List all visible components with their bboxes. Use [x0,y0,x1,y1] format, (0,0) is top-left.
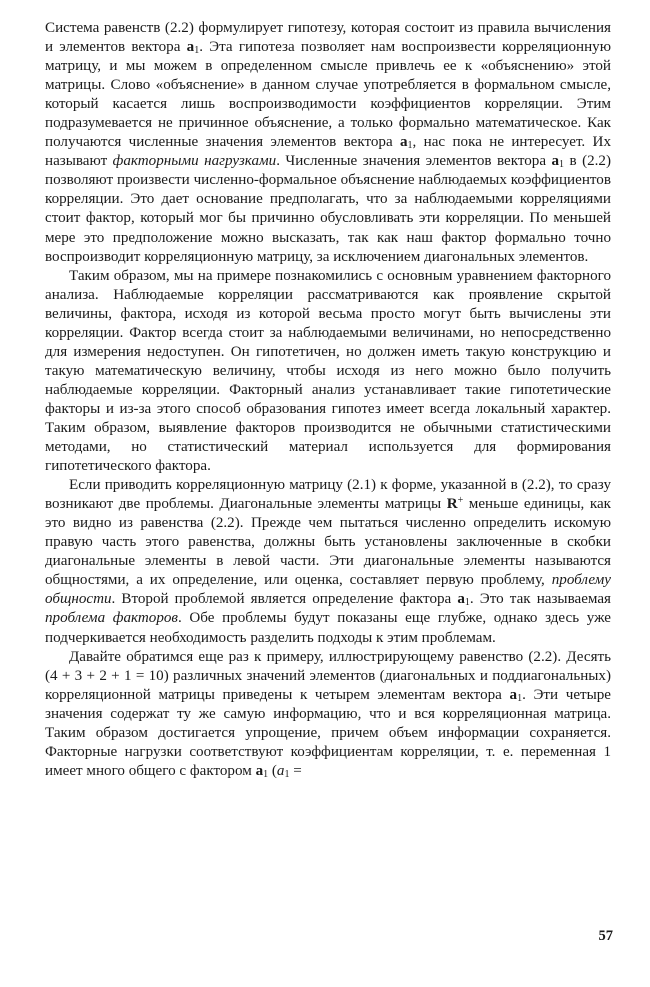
italic-term: проблему общности [45,572,611,608]
text-run: . Численные значения элементов вектора [276,153,552,170]
vector-subscript: 1 [407,140,413,152]
text-run: Если приводить корреляционную матрицу (2.1) к форме, указанной в (2.2), то сразу возникают две проблемы. Диагональные элементы матрицы [45,477,611,513]
text-run: , нас пока не интересует. Их называют [45,134,611,170]
page-text [45,19,611,781]
paragraph-1 [45,19,611,267]
text-run: Давайте обратимся еще раз к примеру, иллюстрирующему равенство (2.2). Десять (4 + 3 + 2 + 1 = 10) различных значений элементов (диагональных и поддиагональных) корреляционной матрицы приведены к четырем элементам вектора [45,648,611,703]
vector-symbol: a [255,762,264,779]
vector-symbol: a [457,591,465,608]
paragraph-4 [45,648,611,781]
vector-subscript: 1 [194,45,200,57]
text-run: . Это так называемая [469,591,611,608]
vector-symbol: a [509,686,518,703]
text-run: . Эти четыре значения содержат ту же самую информацию, что и вся корреляционная матрица. Таким образом достигается упрощение, причем объем информации сохраняется. Факторные нагрузки соответствуют коэффициентам корреляции, т. е. переменная 1 имеет много общего с фактором [45,686,612,779]
text-run: в (2.2) позволяют произвести численно-формальное объяснение наблюдаемых коэффициентов корреляции. Это дает основание предполагать, что за наблюдаемыми корреляциями стоит фактор, который мог бы причинно обусловливать эти корреляции. По меньшей мере это предположение можно высказать, так как наш фактор формально точно воспроизводит корреляционную матрицу, за исключением диагональных элементов. [45,153,611,265]
vector-symbol: a [400,134,408,151]
text-run: меньше единицы, как это видно из равенства (2.2). Прежде чем пытаться численно определить искомую правую часть этого равенства, должны быть установлены заключенные в скобки диагональные элементы в левой части. Эти диагональные элементы называются общностями, а их определение, или оценка, составляет первую проблему, [45,496,611,589]
page-number: 57 [598,928,613,944]
text-run: Система равенств (2.2) формулирует гипотезу, которая состоит из правила вычисления и элементов вектора [45,20,611,56]
italic-term: проблема факторов [45,610,178,627]
text-run: . Эта гипотеза позволяет нам воспроизвести корреляционную матрицу, и мы можем в определенном смысле привлечь ее к «объяснению» этой матрицы. Слово «объяснение» в данном случае употребляется в формальном смысле, который касается лишь воспроизводимости коэффициентов корреляции. Этим подразумевается не причинное объяснение, а только формально математическое. Как получаются численные значения элементов вектора [45,39,612,151]
vector-subscript: 1 [284,768,290,780]
vector-subscript: 1 [464,597,470,609]
paragraph-2: Таким образом, мы на примере познакомились с основным уравнением факторного анализа. Наблюдаемые корреляции рассматриваются как проявление скрытой величины, фактора, исходя из которой весьма просто могут быть вычислены эти корреляции. Фактор всегда стоит за наблюдаемыми величинами, но непосредственно для измерения недоступен. Он гипотетичен, но должен иметь такую конструкцию и такую математическую величину, чтобы исходя из него можно было получить наблюдаемые корреляции. Факторный анализ устанавливает такие гипотетические факторы и из-за этого способ образования гипотез имеет всегда локальный характер. Таким образом, выявление факторов производится не обычными статистическими методами, но статистический материал используется для формирования гипотетического фактора. [45,267,611,475]
vector-subscript: 1 [559,159,565,171]
vector-subscript: 1 [517,692,523,704]
text-run: ( [268,762,277,779]
vector-symbol: a [551,153,560,170]
vector-subscript: 1 [263,768,269,780]
text-run: = [289,762,302,779]
text-run: . Второй проблемой является определение фактора [111,591,458,608]
paragraph-3 [45,476,611,647]
italic-symbol: a [276,762,285,779]
vector-symbol: a [186,39,195,56]
text-run: . Обе проблемы будут показаны еще глубже, однако здесь уже подчеркивается необходимость разделить подходы к этим проблемам. [45,610,611,646]
matrix-superscript: + [457,495,464,507]
italic-term: факторными нагрузками [112,153,277,170]
matrix-symbol: R [446,496,458,513]
